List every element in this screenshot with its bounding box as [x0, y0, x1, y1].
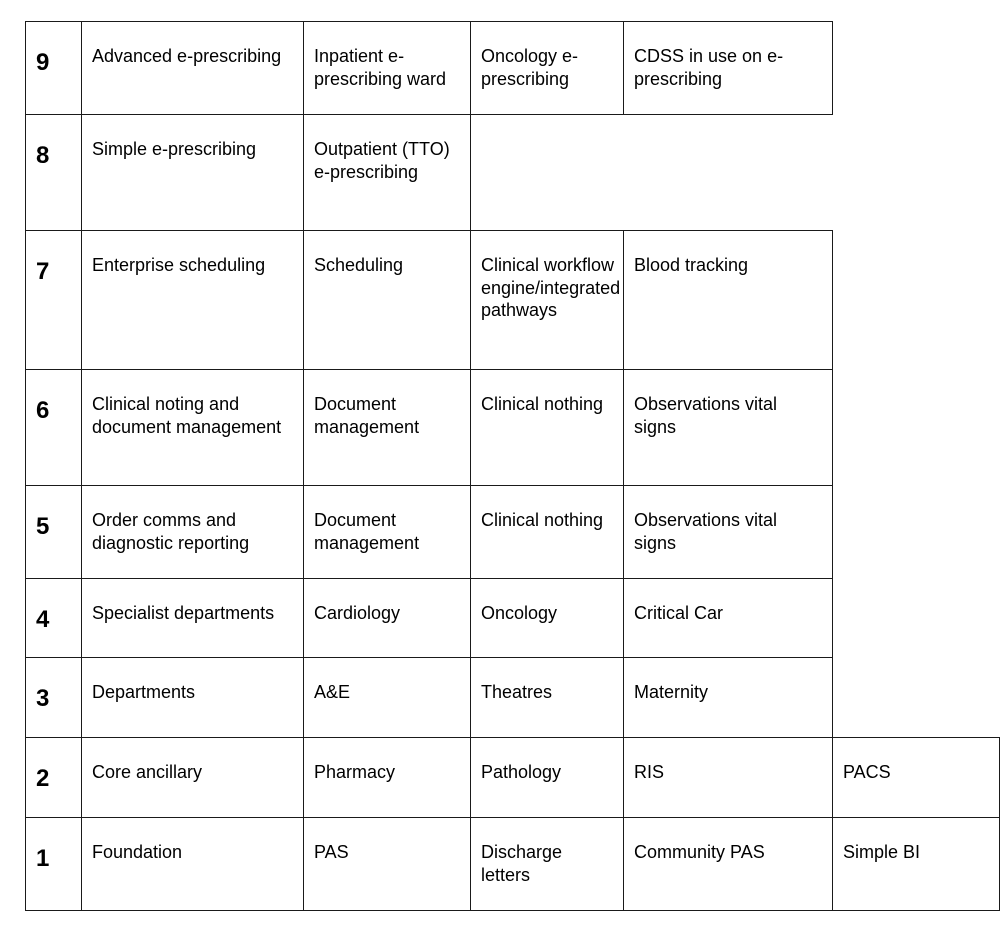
table-cell: [470, 230, 624, 370]
cell-text: Inpatient e-prescribing ward: [314, 46, 447, 89]
cell-text: Pharmacy: [314, 762, 396, 782]
table-cell: [81, 369, 304, 486]
cell-text: CDSS in use on e-prescribing: [634, 46, 784, 89]
cell-text: Maternity: [634, 682, 709, 702]
table-cell: [303, 485, 471, 579]
table-cell: [623, 230, 833, 370]
table-cell: [832, 817, 1000, 911]
cell-text: PAS: [314, 842, 349, 862]
table-cell: [832, 737, 1000, 818]
cell-text: Enterprise scheduling: [92, 255, 266, 275]
level-number-cell: [25, 369, 82, 486]
table-cell: [470, 578, 624, 658]
cell-text: Clinical nothing: [481, 510, 604, 530]
cell-text: Oncology: [481, 603, 558, 623]
level-number: 8: [36, 142, 50, 169]
table-cell: [470, 737, 624, 818]
cell-text: A&E: [314, 682, 351, 702]
cell-text: Outpatient (TTO) e-prescribing: [314, 139, 450, 182]
cell-text: Specialist departments: [92, 603, 275, 623]
table-cell: [623, 369, 833, 486]
table-cell: [470, 21, 624, 115]
cell-text: Cardiology: [314, 603, 401, 623]
cell-text: Departments: [92, 682, 196, 702]
table-cell: [623, 737, 833, 818]
cell-text: RIS: [634, 762, 665, 782]
table-cell: [470, 485, 624, 579]
table-cell: [303, 657, 471, 738]
table-cell: [623, 578, 833, 658]
cell-text: Document management: [314, 394, 420, 437]
table-cell: [470, 817, 624, 911]
cell-text: Oncology e-prescribing: [481, 46, 579, 89]
cell-text: Scheduling: [314, 255, 404, 275]
cell-text: Simple BI: [843, 842, 921, 862]
table-cell: [470, 657, 624, 738]
cell-text: Simple e-prescribing: [92, 139, 257, 159]
level-number: 7: [36, 258, 50, 285]
cell-text: Theatres: [481, 682, 553, 702]
level-number-cell: [25, 657, 82, 738]
level-number-cell: [25, 230, 82, 370]
table-cell: [303, 230, 471, 370]
table-cell: [81, 485, 304, 579]
cell-text: Foundation: [92, 842, 183, 862]
level-number-cell: [25, 817, 82, 911]
table-cell: [81, 230, 304, 370]
cell-text: Clinical noting and document management: [92, 394, 282, 437]
table-cell: [623, 657, 833, 738]
table-cell: [303, 817, 471, 911]
table-cell: [303, 21, 471, 115]
level-number: 4: [36, 606, 50, 633]
table-cell: [81, 578, 304, 658]
table-cell: [623, 485, 833, 579]
cell-text: Pathology: [481, 762, 562, 782]
table-cell: [303, 578, 471, 658]
table-cell: [81, 657, 304, 738]
level-number-cell: [25, 114, 82, 231]
level-number-cell: [25, 737, 82, 818]
cell-text: Observations vital signs: [634, 394, 778, 437]
table-cell: [623, 817, 833, 911]
table-cell: [81, 114, 304, 231]
cell-text: Advanced e-prescribing: [92, 46, 282, 66]
cell-text: Observations vital signs: [634, 510, 778, 553]
level-number-cell: [25, 485, 82, 579]
level-number: 5: [36, 513, 50, 540]
cell-text: Community PAS: [634, 842, 765, 862]
table-cell: [623, 21, 833, 115]
table-cell: [303, 114, 471, 231]
table-cell: [81, 737, 304, 818]
table-cell: [470, 369, 624, 486]
cell-text: Clinical workflow engine/integrated pathways: [481, 255, 621, 320]
level-number-cell: [25, 21, 82, 115]
level-number: 2: [36, 765, 50, 792]
cell-text: PACS: [843, 762, 891, 782]
level-number-cell: [25, 578, 82, 658]
table-cell: [303, 737, 471, 818]
cell-text: Clinical nothing: [481, 394, 604, 414]
level-number: 9: [36, 49, 50, 76]
level-number: 6: [36, 397, 50, 424]
table-cell: [303, 369, 471, 486]
table-cell: [81, 21, 304, 115]
table-cell: [81, 817, 304, 911]
cell-text: Critical Car: [634, 603, 724, 623]
level-number: 1: [36, 845, 50, 872]
cell-text: Core ancillary: [92, 762, 203, 782]
cell-text: Document management: [314, 510, 420, 553]
cell-text: Blood tracking: [634, 255, 749, 275]
cell-text: Order comms and diagnostic reporting: [92, 510, 250, 553]
cell-text: Discharge letters: [481, 842, 563, 885]
level-number: 3: [36, 685, 50, 712]
